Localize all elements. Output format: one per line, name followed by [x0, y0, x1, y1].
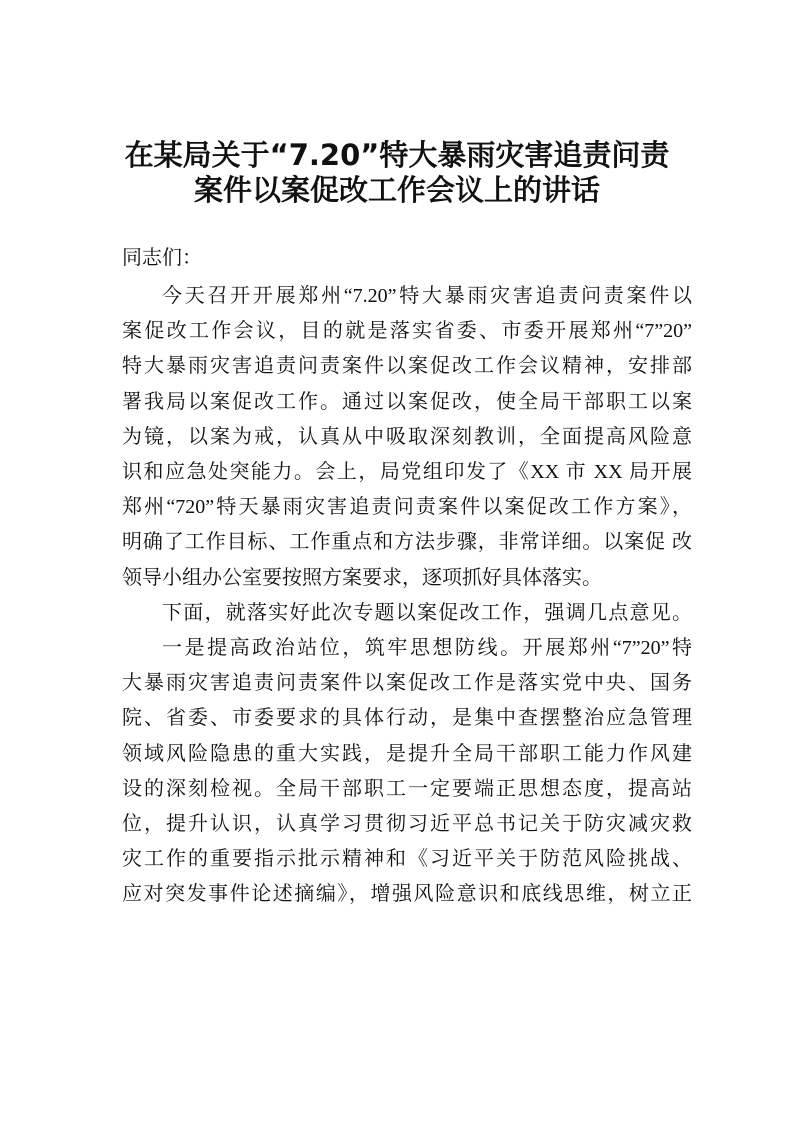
body-text-line: 一是提高政治站位，筑牢思想防线。开展郑州“7”20”特: [162, 637, 692, 659]
body-text-line: 设的深刻检视。全局干部职工一定要端正思想态度，提高站: [122, 777, 692, 800]
body-text-line: 特大暴雨灾害追责问责案件以案促改工作会议精神，安排部: [122, 355, 692, 378]
body-text-line: 灾工作的重要指示批示精神和《习近平关于防范风险挑战、: [122, 848, 692, 871]
body-text-line: 郑州“720”特天暴雨灾害追责问责案件以案促改工作方案》，: [122, 496, 692, 519]
body-text-line: 为镜，以案为戒，认真从中吸取深刻教训，全面提高风险意: [122, 425, 692, 448]
body-text-line: 院、省委、市委要求的具体行动，是集中查摆整治应急管理: [122, 707, 692, 730]
body-text-line: 识和应急处突能力。会上，局党组印发了《XX 市 XX 局开展: [122, 461, 692, 483]
body-text-line: 案促改工作会议，目的就是落实省委、市委开展郑州“7”20”: [122, 320, 692, 343]
body-text-line: 下面，就落实好此次专题以案促改工作，强调几点意见。: [162, 601, 692, 624]
body-text-line: 明确了工作目标、工作重点和方法步骤，非常详细。以案促 改: [122, 531, 692, 554]
body-text-line: 今天召开开展郑州“7.20”特大暴雨灾害追责问责案件以: [162, 285, 692, 307]
body-text-line: 领导小组办公室要按照方案要求，逐项抓好具体落实。: [122, 566, 602, 589]
document-title-line-2: 案件以案促改工作会议上的讲话: [193, 173, 600, 207]
body-text-line: 大暴雨灾害追责问责案件以案促改工作是落实党中央、国务: [122, 672, 692, 695]
body-text-line: 领域风险隐患的重大实践，是提升全局干部职工能力作风建: [122, 742, 692, 765]
body-text-line: 应对突发事件论述摘编》，增强风险意识和底线思维，树立正: [122, 883, 692, 906]
body-text-line: 位，提升认识，认真学习贯彻习近平总书记关于防灾减灾救: [122, 813, 692, 835]
body-text-line: 署我局以案促改工作。通过以案促改，使全局干部职工以案: [122, 390, 692, 413]
salutation: 同志们：: [122, 247, 202, 269]
document-title-line-1: 在某局关于“7.20”特大暴雨灾害追责问责: [124, 138, 670, 172]
